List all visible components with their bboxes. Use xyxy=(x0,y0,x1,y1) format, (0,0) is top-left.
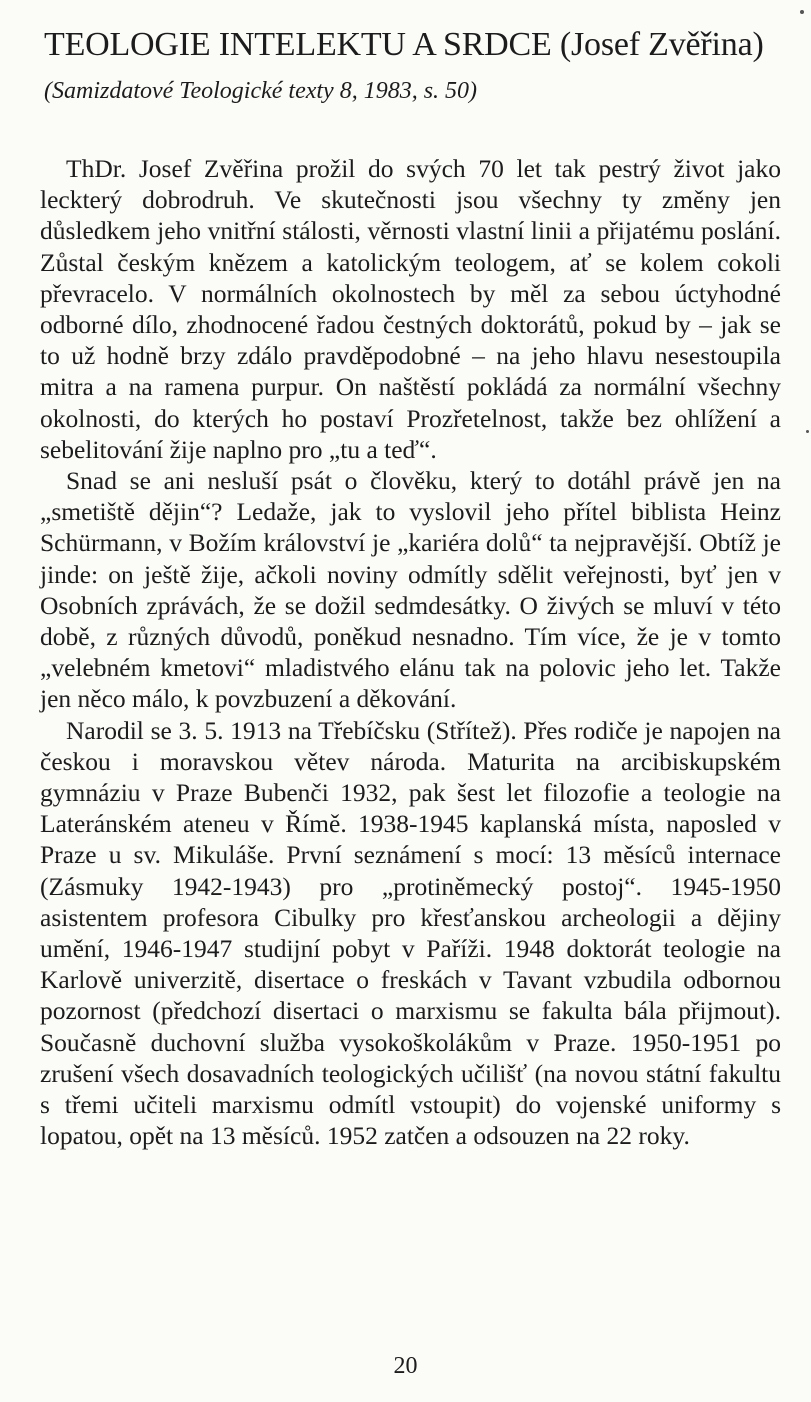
article-source: (Samizdatové Teologické texty 8, 1983, s. 50) xyxy=(44,78,478,104)
article-title: TEOLOGIE INTELEKTU A SRDCE (Josef Zvěřina) xyxy=(44,26,764,63)
scan-speck xyxy=(800,10,804,14)
article-body xyxy=(40,153,781,1152)
page-number: 20 xyxy=(393,1353,418,1379)
paragraph: Narodil se 3. 5. 1913 na Třebíčsku (Střítež). Přes rodiče je napojen na českou i moravskou větev národa. Maturita na arcibiskupském gymnáziu v Praze Bubenči 1932, pak šest let filozofie a teologie na Lateránském ateneu v Římě. 1938-1945 kaplanská místa, naposled v Praze u sv. Mikuláše. První seznámení s mocí: 13 měsíců internace (Zásmuky 1942-1943) pro „protiněmecký postoj“. 1945-1950 asistentem profesora Cibulky pro křesťanskou archeologii a dějiny umění, 1946-1947 studijní pobyt v Paříži. 1948 doktorát teologie na Karlově univerzitě, disertace o freskách v Tavant vzbudila odbornou pozornost (předchozí disertaci o marxismu se fakulta bála přijmout). Současně duchovní služba vysokoškolákům v Praze. 1950-1951 po zrušení všech dosavadních teologických učilišť (na novou státní fakultu s třemi učiteli marxismu odmítl vstoupit) do vojenské uniformy s lopatou, opět na 13 měsíců. 1952 zatčen a odsouzen na 22 roky. xyxy=(40,715,781,1151)
paragraph: ThDr. Josef Zvěřina prožil do svých 70 let tak pestrý život jako leckterý dobrodruh. Ve skutečnosti jsou všechny ty změny jen důsledkem jeho vnitřní stálosti, věrnosti vlastní linii a přijatému poslání. Zůstal českým knězem a katolickým teologem, ať se kolem cokoli převracelo. V normálních okolnostech by měl za sebou úctyhodné odborné dílo, zhodnocené řadou čestných doktorátů, pokud by – jak se to už hodně brzy zdálo pravděpodobné – na jeho hlavu nesestoupila mitra a na ramena purpur. On naštěstí pokládá za normální všechny okolnosti, do kterých ho postaví Prozřetelnost, takže bez ohlížení a sebelitování žije naplno pro „tu a teď“. xyxy=(40,154,781,464)
scan-speck xyxy=(806,430,809,433)
paragraph: Snad se ani nesluší psát o člověku, který to dotáhl právě jen na „smetiště dějin“? Ledaže, jak to vyslovil jeho přítel biblista Heinz Schürmann, v Božím království je „kariéra dolů“ ta nejpravější. Obtíž je jinde: on ještě žije, ačkoli noviny odmítly sdělit veřejnosti, byť jen v Osobních zprávách, že se dožil sedmdesátky. O živých se mluví v této době, z různých důvodů, poněkud nesnadno. Tím více, že je v tomto „velebném kmetovi“ mladistvého elánu tak na polovic jeho let. Takže jen něco málo, k povzbuzení a děkování. xyxy=(40,466,781,714)
